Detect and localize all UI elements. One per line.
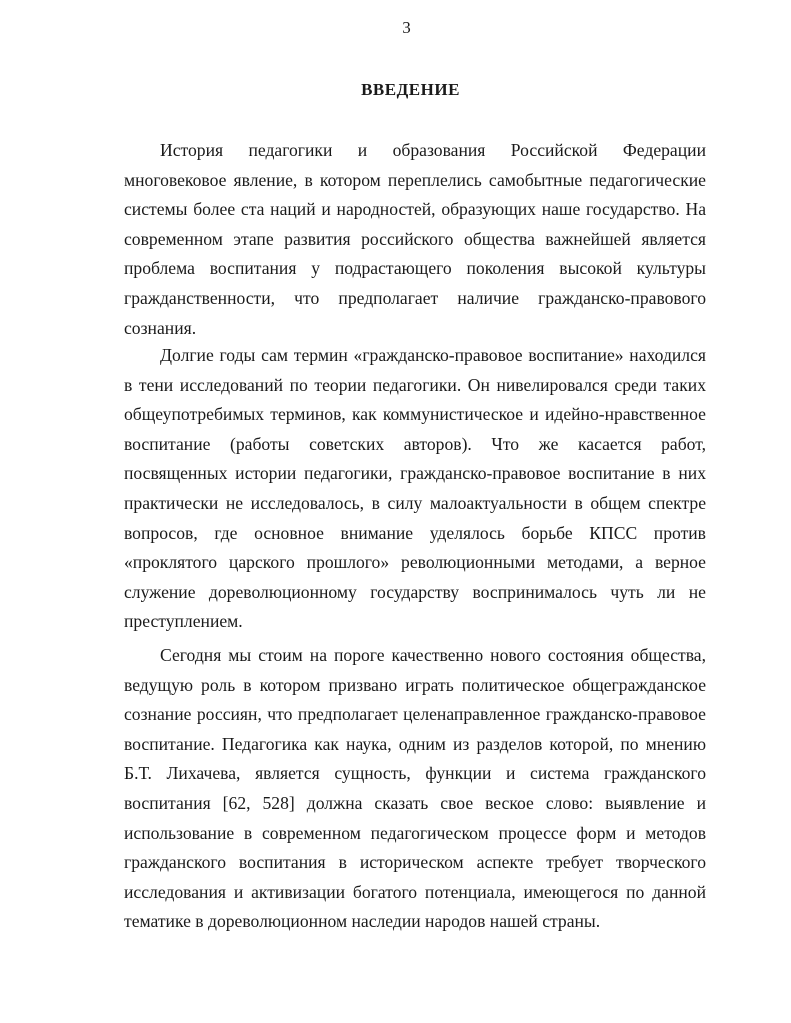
paragraph: Долгие годы сам термин «гражданско-правовое воспитание» находился в тени исследований по теории педагогики. Он нивелировался среди таких общеупотребимых терминов, как коммунистическое и идейно-нравственное воспитание (работы советских авторов). Что же касается работ, посвященных истории педагогики, гражданско-правовое воспитание в них практически не исследовалось, в силу малоактуальности в общем спектре вопросов, где основное внимание уделялось борьбе КПСС против «проклятого царского прошлого» революционными методами, а верное служение дореволюционному государству воспринималось чуть ли не преступлением. xyxy=(124,345,706,632)
paragraph-block-1 xyxy=(124,136,706,343)
paragraph-block-2 xyxy=(124,341,706,637)
paragraph: История педагогики и образования Российской Федерации многовековое явление, в котором переплелись самобытные педагогические системы более ста наций и народностей, образующих наше государство. На современном этапе развития российского общества важнейшей является проблема воспитания у подрастающего поколения высокой культуры гражданственности, что предполагает наличие гражданско-правового сознания. xyxy=(124,140,706,338)
section-heading: ВВЕДЕНИЕ xyxy=(361,80,460,99)
page-number: 3 xyxy=(402,18,411,37)
paragraph-block-3 xyxy=(124,641,706,937)
paragraph: Сегодня мы стоим на пороге качественно нового состояния общества, ведущую роль в котором призвано играть политическое общегражданское сознание россиян, что предполагает целенаправленное гражданско-правовое воспитание. Педагогика как наука, одним из разделов которой, по мнению Б.Т. Лихачева, является сущность, функции и система гражданского воспитания [62, 528] должна сказать свое веское слово: выявление и использование в современном педагогическом процессе форм и методов гражданского воспитания в историческом аспекте требует творческого исследования и активизации богатого потенциала, имеющегося по данной тематике в дореволюционном наследии народов нашей страны. xyxy=(124,645,706,932)
